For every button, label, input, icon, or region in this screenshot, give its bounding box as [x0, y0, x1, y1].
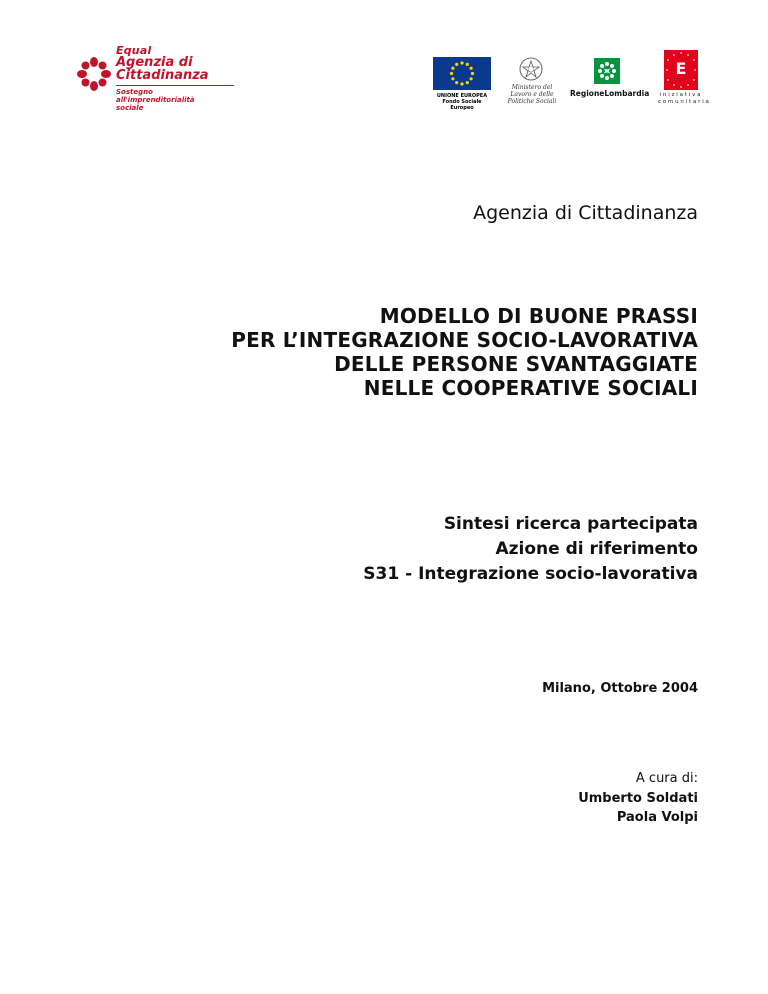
equal-logo-name: Agenzia di Cittadinanza: [116, 55, 209, 83]
divider: [116, 85, 234, 86]
title-line: NELLE COOPERATIVE SOCIALI: [363, 376, 698, 400]
document-title: [120, 304, 698, 400]
title-line: MODELLO DI BUONE PRASSI: [379, 304, 698, 328]
equal-label: Equal: [116, 44, 152, 57]
authors-list: [400, 789, 698, 827]
iniziativa-comunitaria-logo: [658, 50, 711, 118]
title-line: DELLE PERSONE SVANTAGGIATE: [334, 352, 698, 376]
subtitle-line: Sintesi ricerca partecipata: [443, 514, 698, 534]
region-emblem: [594, 58, 620, 84]
initiative-caption: iniziativa comunitaria: [658, 92, 711, 105]
author-name: Paola Volpi: [616, 810, 698, 825]
eu-flag: [433, 57, 491, 90]
subtitle-line: S31 - Integrazione socio-lavorativa: [363, 564, 698, 584]
eu-stars-icon: [433, 57, 491, 90]
ministry-caption: Ministero del Lavoro e delle Politiche Sociali: [507, 84, 557, 105]
place-date: Milano, Ottobre 2004: [542, 681, 698, 696]
italian-emblem-icon: [518, 56, 544, 82]
subtitle-line: Azione di riferimento: [495, 539, 698, 559]
organization-name: Agenzia di Cittadinanza: [473, 202, 698, 224]
author-name: Umberto Soldati: [578, 791, 698, 806]
document-subtitle: [200, 512, 698, 587]
equal-tagline: Sostegno all'imprenditorialità sociale: [116, 88, 195, 112]
eu-logo: [432, 57, 492, 109]
equal-agenzia-logo: [76, 44, 236, 116]
regione-lombardia-logo: [570, 56, 648, 104]
ministry-logo: [502, 56, 562, 116]
initiative-letter: E: [675, 59, 687, 78]
curated-by-label: A cura di:: [635, 771, 698, 786]
rosa-camuna-icon: [594, 58, 620, 84]
title-line: PER L’INTEGRAZIONE SOCIO-LAVORATIVA: [231, 328, 698, 352]
flower-logo-icon: [76, 56, 112, 92]
eu-caption: UNIONE EUROPEA Fondo Sociale Europeo: [436, 93, 488, 111]
region-caption: RegioneLombardia: [570, 89, 650, 98]
